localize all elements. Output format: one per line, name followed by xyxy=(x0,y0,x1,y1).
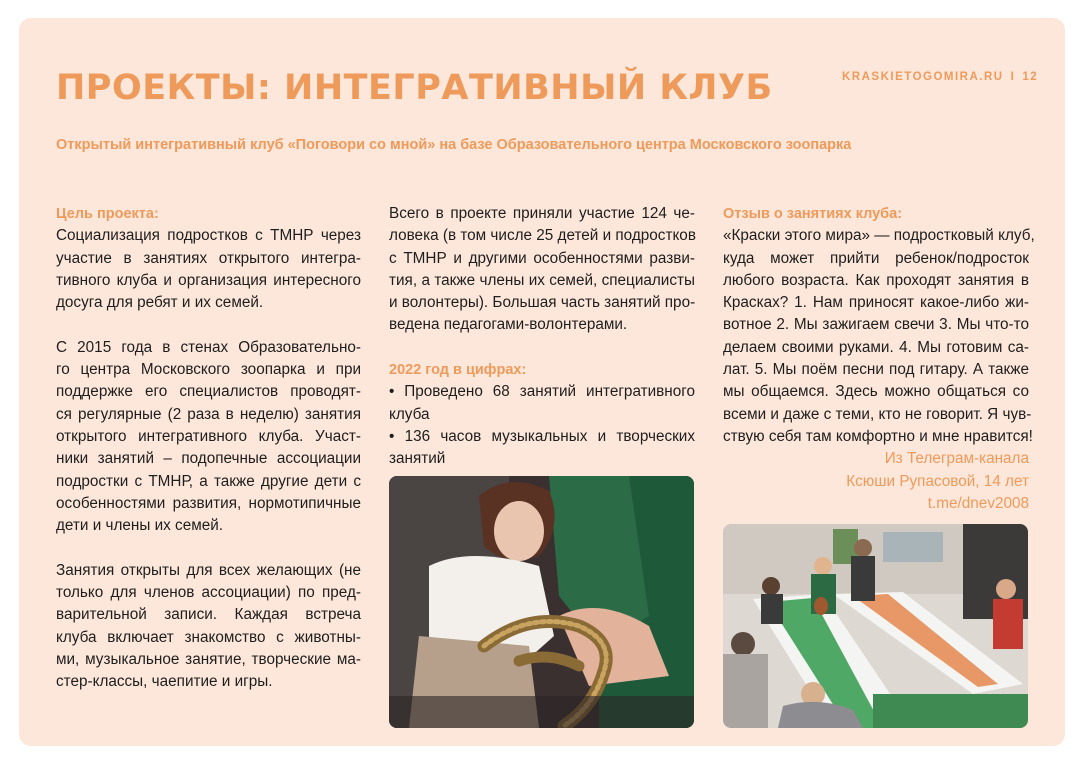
intro-line: Всего в проекте приняли участие 124 че- xyxy=(389,205,695,222)
column-review xyxy=(723,203,1035,515)
review-line: любого возраста. Как проходят занятия в xyxy=(723,271,1029,289)
goal-heading: Цель проекта: xyxy=(56,206,159,222)
history-line: поддержке его специалистов проводят- xyxy=(56,383,361,401)
history-line: открытого интегративного клуба. Участ- xyxy=(56,427,361,445)
review-line: вотное 2. Мы зажигаем свечи 3. Мы что-то xyxy=(723,316,1029,334)
history-line: подростки с ТМНР, а также другие дети с xyxy=(56,472,361,490)
intro-line: с ТМНР и другими особенностями разви- xyxy=(389,249,695,267)
review-line: ствую себя там комфортно и мне нравится! xyxy=(723,427,1033,445)
page-title: ПРОЕКТЫ: ИНТЕГРАТИВНЫЙ КЛУБ xyxy=(56,68,773,108)
review-line: делаем своими руками. 4. Мы готовим са- xyxy=(723,338,1029,356)
schedule-line: варительной записи. Каждая встреча xyxy=(56,606,361,624)
photo-illustration xyxy=(723,524,1028,728)
site-header xyxy=(842,71,1038,83)
intro-line: ловека (в том числе 25 детей и подростков xyxy=(389,227,696,245)
girl-with-snake-photo xyxy=(389,476,694,728)
goal-line: участие в занятиях открытого интегра- xyxy=(56,249,361,267)
goal-line: Социализация подростков с ТМНР через xyxy=(56,227,361,245)
history-line: особенностями развития, нормотипичные xyxy=(56,494,361,512)
column-goal xyxy=(56,203,361,694)
history-line: ся регулярные (2 раза в неделю) занятия xyxy=(56,405,361,423)
review-line: мы общаемся. Здесь можно общаться со xyxy=(723,383,1029,401)
schedule-line: Занятия открыты для всех желающих (не xyxy=(56,561,361,579)
review-heading: Отзыв о занятиях клуба: xyxy=(723,206,903,222)
source-author: Ксюши Рупасовой, 14 лет xyxy=(846,472,1029,490)
goal-line: досуга для ребят и их семей. xyxy=(56,294,264,312)
page-subtitle: Открытый интегративный клуб «Поговори со мной» на базе Образовательного центра Московского зоопарка xyxy=(56,137,852,153)
review-line: лат. 5. Мы поём песни под гитару. А также xyxy=(723,361,1029,379)
schedule-line: стер-классы, чаепитие и игры. xyxy=(56,673,273,691)
club-room-photo xyxy=(723,524,1028,728)
intro-line: тия, а также члены их семей, специалисты xyxy=(389,271,695,289)
bullet-line: клуба xyxy=(389,405,430,423)
site-url: KRASKIETOGOMIRA.RU xyxy=(842,71,1004,83)
review-line: Красках? 1. Нам приносят какое-либо жи- xyxy=(723,294,1029,312)
schedule-line: ми, музыкальное занятие, творческие ма- xyxy=(56,650,361,668)
intro-line: ведена педагогами-волонтерами. xyxy=(389,316,628,334)
page-background xyxy=(19,18,1065,746)
history-line: дети и члены их семей. xyxy=(56,517,224,535)
review-line: «Краски этого мира» — подростковый клуб, xyxy=(723,227,1035,245)
history-line: го центра Московского зоопарка и при xyxy=(56,361,361,379)
source-line: Из Телеграм-канала xyxy=(884,450,1029,468)
history-line: ники занятий – подопечные ассоциации xyxy=(56,450,361,468)
bullet-line: • 136 часов музыкальных и творческих xyxy=(389,427,695,445)
goal-line: тивного клуба и организация интересного xyxy=(56,271,361,289)
numbers-heading: 2022 год в цифрах: xyxy=(389,362,527,379)
photo-illustration xyxy=(389,476,694,728)
column-participants xyxy=(389,203,695,471)
review-line: всеми и даже с теми, кто не говорит. Я чув- xyxy=(723,405,1032,423)
history-line: С 2015 года в стенах Образовательно- xyxy=(56,338,361,356)
telegram-link[interactable]: t.me/dnev2008 xyxy=(927,494,1029,512)
schedule-line: клуба включает знакомство с животны- xyxy=(56,628,361,646)
intro-line: и волонтеры). Большая часть занятий про- xyxy=(389,294,696,312)
bullet-line: • Проведено 68 занятий интегративного xyxy=(389,383,695,401)
schedule-line: только для членов ассоциации) по пред- xyxy=(56,584,361,602)
page-number: 12 xyxy=(1022,71,1039,83)
header-separator: I xyxy=(1010,71,1016,83)
bullet-line: занятий xyxy=(389,450,446,468)
review-line: куда может прийти ребенок/подросток xyxy=(723,249,1029,267)
